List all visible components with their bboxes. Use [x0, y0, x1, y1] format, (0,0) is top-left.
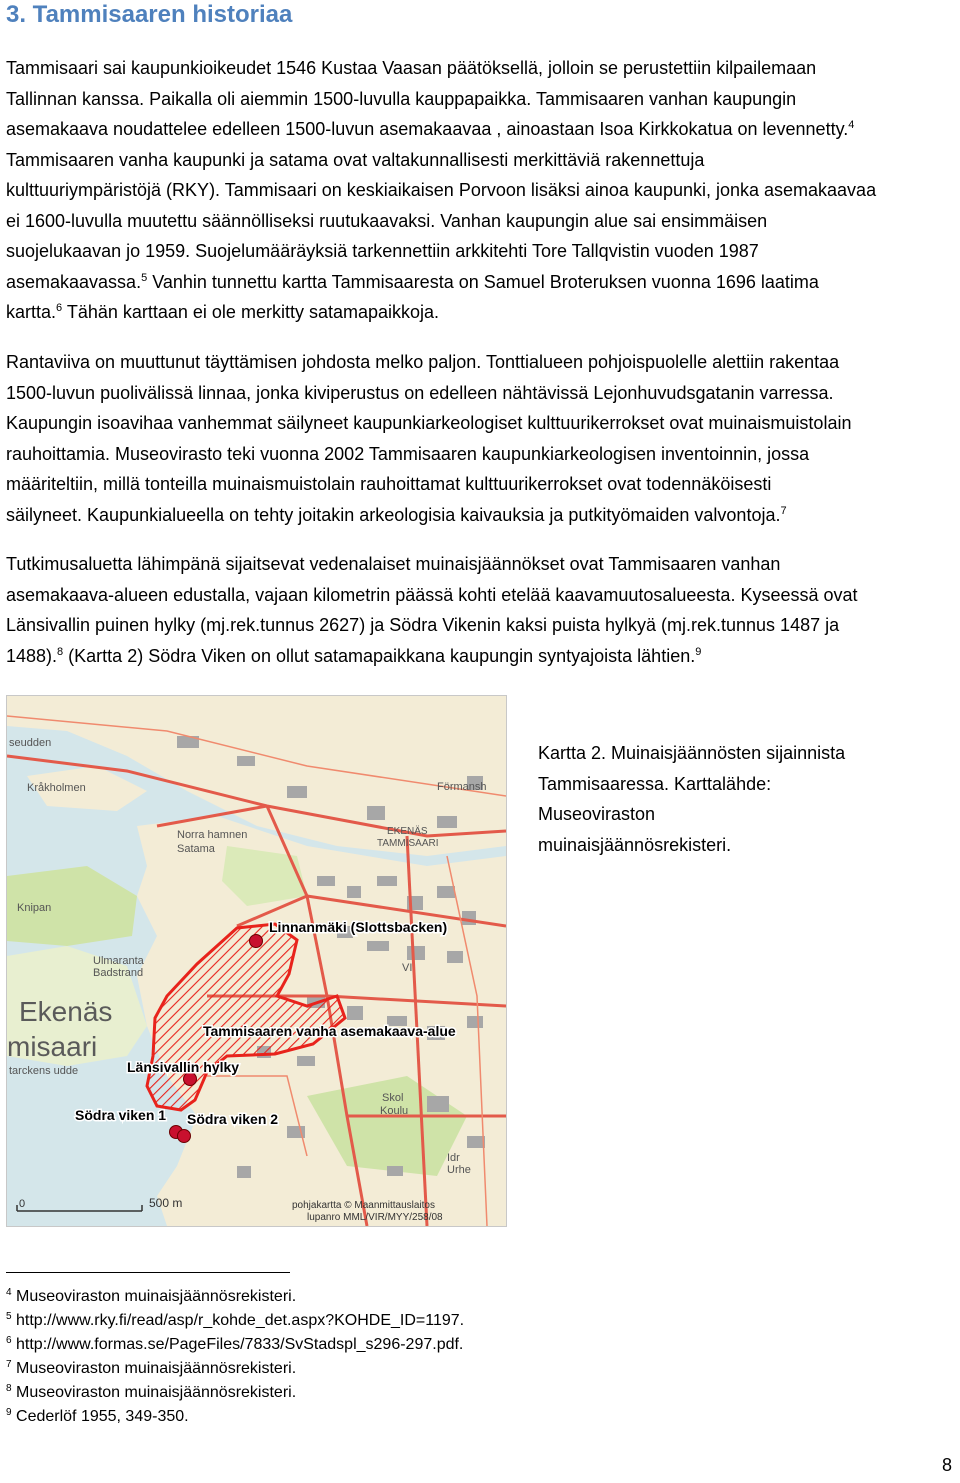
text-segment: 1500-luvun puolivälissä linnaa, jonka kiviperustus on edelleen nähtävissä Lejonhuvudsgatanin varressa. — [6, 382, 834, 403]
footnote-text: Museoviraston muinaisjäännösrekisteri. — [16, 1288, 297, 1305]
footnote-ref: 9 — [695, 645, 702, 658]
footnote-text: Museoviraston muinaisjäännösrekisteri. — [16, 1360, 297, 1377]
text-line — [6, 500, 956, 531]
footnote-text: Cederlöf 1955, 349-350. — [16, 1408, 189, 1425]
text-segment: Tallinnan kanssa. Paikalla oli aiemmin 1500-luvulla kauppapaikka. Tammisaaren vanhan kaupungin — [6, 88, 797, 109]
map-label-idr: Idr — [447, 1152, 460, 1164]
text-segment: (Kartta 2) Södra Viken on ollut satamapaikkana kaupungin syntyajoista lähtien. — [63, 645, 696, 666]
caption-line: Kartta 2. Muinaisjäännösten sijainnista — [538, 743, 846, 763]
text-line — [6, 378, 956, 409]
footnote-text: http://www.rky.fi/read/asp/r_kohde_det.aspx?KOHDE_ID=1197. — [16, 1312, 465, 1329]
map-label-misaari: misaari — [7, 1031, 98, 1062]
caption-line: Tammisaaressa. Karttalähde: — [538, 773, 772, 794]
map-label-knipan: Knipan — [17, 902, 52, 914]
text-line — [6, 236, 956, 267]
site-marker-sodra2 — [178, 1130, 191, 1143]
text-segment: kartta. — [6, 302, 57, 322]
text-line — [6, 84, 956, 115]
caption-line: muinaisjäännösrekisteri. — [538, 834, 732, 855]
footnote-text: http://www.formas.se/PageFiles/7833/SvStadspl_s296-297.pdf. — [16, 1336, 464, 1353]
text-segment: Tammisaaren vanha kaupunki ja satama ovat valtakunnallisesti merkittäviä rakennettuja — [6, 149, 705, 170]
map-label-ekenas-big: Ekenäs — [19, 996, 113, 1027]
label-linnanmaki: Linnanmäki (Slottsbacken) — [269, 919, 448, 935]
map-figure — [6, 695, 507, 1227]
text-line — [6, 53, 956, 84]
map-label-formansh: Förmansh — [437, 781, 487, 793]
section-heading: 3. Tammisaaren historiaa — [6, 1, 293, 28]
footnote-number: 5 — [6, 1311, 12, 1322]
page-number: 8 — [941, 1455, 952, 1475]
text-segment: rauhoittamia. Museovirasto teki vuonna 2002 Tammisaaren kaupunkiarkeologisen inventoinnin, jossa — [6, 443, 810, 464]
text-segment: Kaupungin isoavihaa vanhemmat säilyneet kaupunkiarkeologiset kulttuurikerrokset ovat muinaismuistolain — [6, 413, 852, 433]
paragraph-underwater-remains — [6, 549, 956, 671]
text-line — [6, 641, 956, 672]
text-segment: Tutkimusaluetta lähimpänä sijaitsevat vedenalaiset muinaisjäännökset ovat Tammisaaren vanhan — [6, 554, 781, 574]
footnote-ref: 8 — [57, 645, 64, 658]
text-line — [6, 347, 956, 378]
text-segment: säilyneet. Kaupunkialueella on tehty joitakin arkeologisia kaivauksia ja putkityömaiden valvontoja. — [6, 504, 781, 525]
text-segment: asemakaavassa. — [6, 271, 142, 292]
footnote-ref: 6 — [56, 302, 63, 314]
footnote — [6, 1285, 706, 1309]
map-label-koulu: Koulu — [380, 1105, 409, 1117]
text-segment: 1488). — [6, 645, 58, 666]
map-label-vi: VI — [402, 962, 413, 974]
text-segment: määriteltiin, millä tonteilla muinaismuistolain rauhoittamat kulttuurikerrokset ovat todennäköisesti — [6, 474, 772, 494]
footnote-separator — [6, 1272, 290, 1273]
map-label-krakholmen: Kråkholmen — [27, 782, 86, 794]
footnote-number: 7 — [6, 1359, 12, 1370]
paragraph-history — [6, 53, 956, 328]
text-line — [6, 145, 956, 176]
footnote-number: 6 — [6, 1335, 12, 1346]
text-segment: suojelukaavan jo 1959. Suojelumääräyksiä tarkennettiin arkkitehti Tore Tallqvistin vuoden 1987 — [6, 241, 759, 261]
footnote — [6, 1357, 706, 1381]
text-segment: kulttuuriympäristöjä (RKY). Tammisaari on keskiaikaisen Porvoon lisäksi ainoa kaupunki, jonka asemakaavaa — [6, 180, 877, 200]
text-segment: asemakaava-alueen edustalla, vajaan kilometrin päässä kohti etelää kaavamuutosalueesta. Kyseessä ovat — [6, 584, 858, 605]
footnote — [6, 1333, 706, 1357]
text-line — [6, 610, 956, 641]
footnote — [6, 1381, 706, 1405]
map-label-badstrand: Badstrand — [93, 967, 144, 979]
paragraph-shoreline — [6, 347, 956, 530]
svg-text:0: 0 — [19, 1198, 26, 1210]
map-label-seudden: seudden — [9, 737, 52, 749]
map-label-tammisaari-small: TAMMISAARI — [377, 838, 439, 849]
footnote-ref: 7 — [780, 504, 787, 517]
map-credit-2: lupanro MML/VIR/MYY/258/08 — [307, 1212, 443, 1223]
map-label-ekenas-small: EKENÄS — [387, 826, 428, 837]
text-line — [6, 114, 956, 145]
text-segment: Tähän karttaan ei ole merkitty satamapaikkoja. — [62, 302, 440, 322]
footnote-number: 4 — [6, 1287, 12, 1298]
map-label-satama: Satama — [177, 843, 215, 855]
text-line — [6, 439, 956, 470]
text-line — [6, 469, 956, 500]
map-label-skol: Skol — [382, 1092, 404, 1104]
text-segment: Vanhin tunnettu kartta Tammisaaresta on Samuel Broteruksen vuonna 1696 laatima — [147, 271, 819, 292]
footnote-ref: 5 — [141, 271, 148, 284]
map-credit-1: pohjakartta © Maanmittauslaitos — [292, 1200, 435, 1211]
text-line — [6, 408, 956, 439]
text-segment: asemakaava noudattelee edelleen 1500-luvun asemakaavaa , ainoastaan Isoa Kirkkokatua on levennetty. — [6, 119, 849, 139]
label-lansivallin: Länsivallin hylky — [127, 1059, 240, 1075]
text-segment: ei 1600-luvulla muutettu säännölliseksi ruutukaavaksi. Vanhan kaupungin alue sai ensimmäisen — [6, 210, 768, 231]
text-line — [6, 580, 956, 611]
label-sodra-viken-2: Södra viken 2 — [187, 1111, 279, 1127]
text-line — [6, 206, 956, 237]
text-line — [6, 549, 956, 580]
footnote-number: 8 — [6, 1383, 12, 1394]
label-old-town: Tammisaaren vanha asemakaava-alue — [203, 1023, 456, 1039]
map-caption — [538, 738, 918, 860]
footnote-ref: 4 — [848, 119, 855, 131]
map-label-ulmaranta: Ulmaranta — [93, 955, 144, 967]
footnote — [6, 1309, 706, 1333]
svg-text:500 m: 500 m — [149, 1196, 183, 1210]
footnotes — [6, 1285, 706, 1429]
text-line — [6, 175, 956, 206]
map-label-tarckens: tarckens udde — [9, 1065, 79, 1077]
site-marker-linnanmaki — [250, 935, 263, 948]
footnote-text: Museoviraston muinaisjäännösrekisteri. — [16, 1384, 297, 1401]
map-label-norra-hamnen: Norra hamnen — [177, 829, 248, 841]
caption-line: Museoviraston — [538, 804, 656, 824]
text-segment: Länsivallin puinen hylky (mj.rek.tunnus 2627) ja Södra Vikenin kaksi puista hylkyä (mj.rek.tunnus 1487 ja — [6, 615, 840, 635]
map-label-urhe: Urhe — [447, 1164, 471, 1176]
label-sodra-viken-1: Södra viken 1 — [75, 1107, 167, 1123]
footnote-number: 9 — [6, 1407, 12, 1418]
text-segment: Rantaviiva on muuttunut täyttämisen johdosta melko paljon. Tonttialueen pohjoispuolelle alettiin rakentaa — [6, 352, 840, 372]
text-line — [6, 297, 956, 328]
text-line — [6, 267, 956, 298]
text-segment: Tammisaari sai kaupunkioikeudet 1546 Kustaa Vaasan päätöksellä, jolloin se perustettiin kilpailemaan — [6, 58, 817, 78]
footnote — [6, 1405, 706, 1429]
